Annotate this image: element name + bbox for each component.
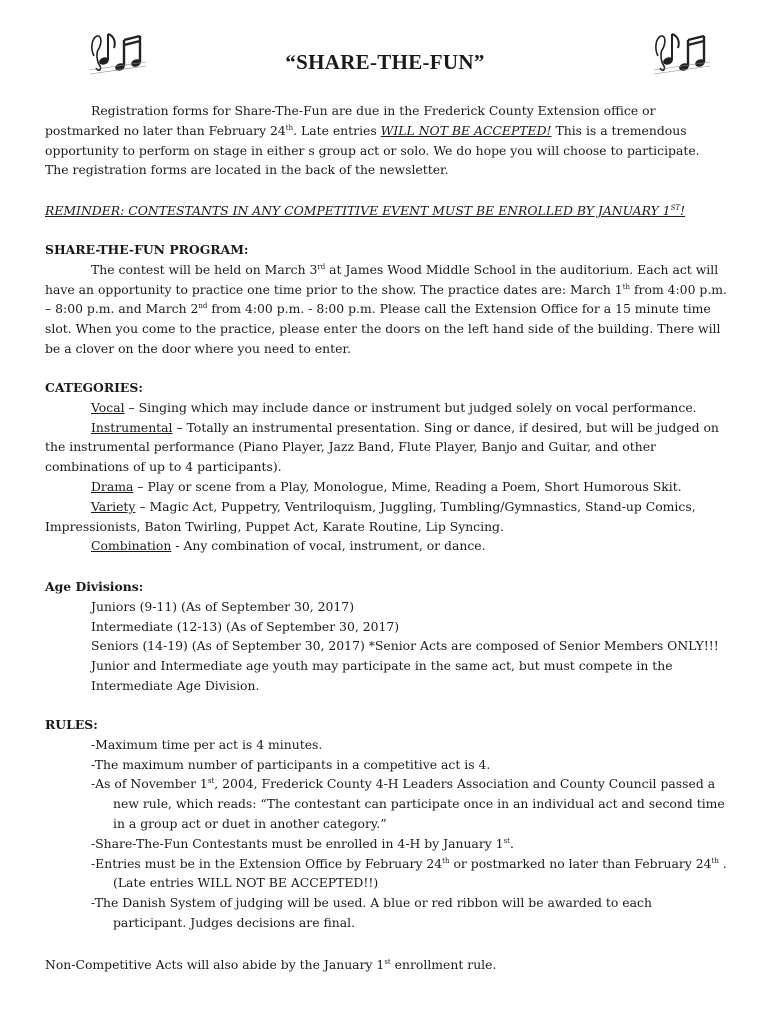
- categories-section: [45, 378, 727, 556]
- category-item: Drama – Play or scene from a Play, Monologue, Mime, Reading a Poem, Short Humorous Skit.: [91, 478, 682, 494]
- program-heading: SHARE-THE-FUN PROGRAM:: [45, 242, 249, 257]
- rule-item: -Entries must be in the Extension Office by February 24th or postmarked no later than February 24th . (Late entries WILL NOT BE ACCEPTED!!): [91, 855, 727, 891]
- category-item: Instrumental – Totally an instrumental presentation. Sing or dance, if desired, but will be judged on the instrumental performance (Piano Player, Jazz Band, Flute Player, Banjo and Guitar, and other combinations of up to 4 participants).: [45, 419, 719, 475]
- age-line: Seniors (14-19) (As of September 30, 2017) *Senior Acts are composed of Senior Members ONLY!!!: [91, 638, 719, 654]
- category-item: Combination - Any combination of vocal, instrument, or dance.: [91, 538, 486, 554]
- rule-item: -The maximum number of participants in a competitive act is 4.: [91, 756, 491, 772]
- program-section: SHARE-THE-FUN PROGRAM: The contest will be held on March 3rd at James Wood Middle School in the auditorium. Each act will have an opportunity to practice one time prior to the show. The practice dates are: March 1th from 4:00 p.m. – 8:00 p.m. and March 2nd from 4:00 p.m. - 8:00 p.m. Please call the Extension Office for a 15 minute time slot. When you come to the practice, please enter the doors on the left hand side of the building. There will be a clover on the door where you need to enter.: [45, 242, 727, 356]
- age-line: Juniors (9-11) (As of September 30, 2017): [91, 598, 355, 614]
- age-line: Intermediate (12-13) (As of September 30, 2017): [91, 618, 400, 634]
- rule-item: -As of November 1st, 2004, Frederick County 4-H Leaders Association and County Council passed a new rule, which reads: “The contestant can participate once in an individual act and second time in a group act or duet in another category.”: [91, 776, 725, 831]
- rule-item: -Share-The-Fun Contestants must be enrolled in 4-H by January 1st.: [91, 835, 514, 851]
- age-heading: Age Divisions:: [45, 579, 144, 594]
- intro-paragraph: Registration forms for Share-The-Fun are due in the Frederick County Extension office or postmarked no later than February 24th. Late entries WILL NOT BE ACCEPTED! This is a tremendous opportunity to perform on stage in either s group act or solo. We do hope you will choose to participate. The registration forms are located in the back of the newsletter.: [45, 103, 700, 178]
- rules-heading: RULES:: [45, 717, 98, 732]
- age-divisions-section: [45, 577, 727, 696]
- footer-note: Non-Competitive Acts will also abide by the January 1st enrollment rule.: [45, 957, 497, 972]
- rule-item: -Maximum time per act is 4 minutes.: [91, 736, 323, 752]
- reminder: REMINDER: CONTESTANTS IN ANY COMPETITIVE EVENT MUST BE ENROLLED BY JANUARY 1ST!: [45, 203, 686, 218]
- rule-item: -The Danish System of judging will be used. A blue or red ribbon will be awarded to each participant. Judges decisions are final.: [91, 895, 652, 930]
- age-line: Junior and Intermediate age youth may participate in the same act, but must compete in the Intermediate Age Division.: [91, 658, 673, 693]
- rules-section: [45, 715, 727, 933]
- category-item: Vocal – Singing which may include dance or instrument but judged solely on vocal performance.: [91, 399, 697, 415]
- categories-heading: CATEGORIES:: [45, 380, 143, 395]
- page-title: “SHARE-THE-FUN”: [285, 50, 485, 74]
- category-item: Variety – Magic Act, Puppetry, Ventriloquism, Juggling, Tumbling/Gymnastics, Stand-up Comics, Impressionists, Baton Twirling, Puppet Act, Karate Routine, Lip Syncing.: [45, 498, 696, 534]
